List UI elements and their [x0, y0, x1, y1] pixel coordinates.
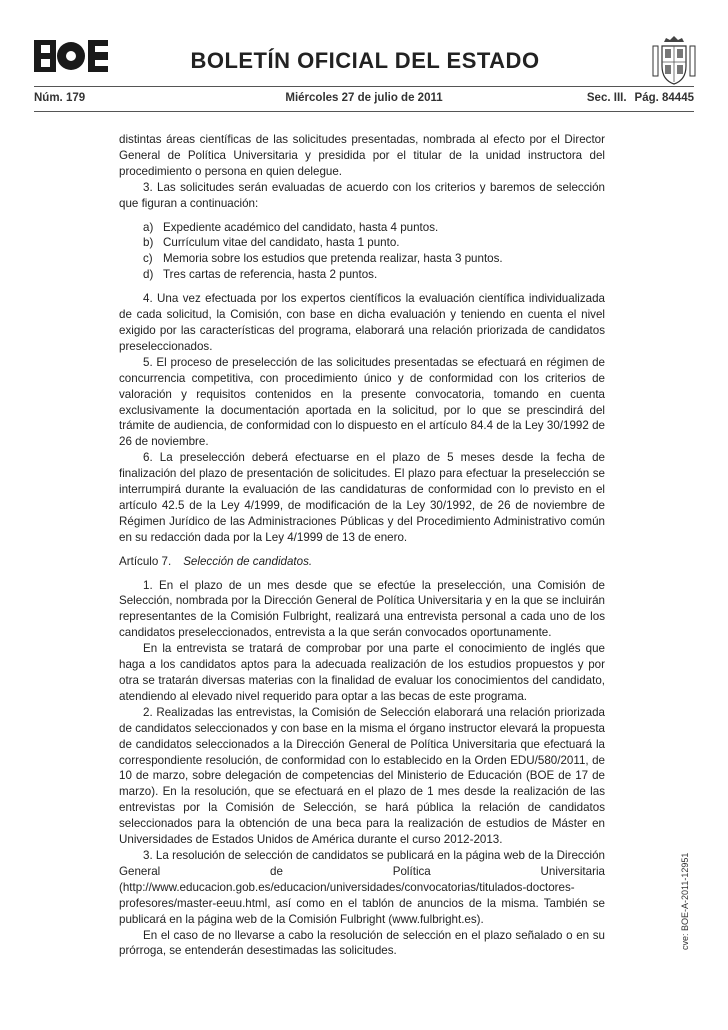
paragraph: 3. Las solicitudes serán evaluadas de acuerdo con los criterios y baremos de selección que figuran a continuación: — [119, 180, 605, 210]
header-info — [34, 92, 694, 108]
paragraph: 1. En el plazo de un mes desde que se efectúe la preselección, una Comisión de Selección, nombrada por la Dirección General de Política Universitaria y en la que se incluirán representantes de la Comisión Fulbright, realizará una entrevista personal a cada uno de los candidatos preseleccionados, entrevista a la que serán convocados oportunamente. — [119, 578, 605, 640]
paragraph: En el caso de no llevarse a cabo la resolución de selección en el plazo señalado o en su prórroga, se entenderán desestimadas las solicitudes. — [119, 928, 605, 958]
list-item — [143, 220, 605, 236]
paragraph: 5. El proceso de preselección de las solicitudes presentadas se efectuará en régimen de concurrencia competitiva, con procedimiento único y de conformidad con los criterios de valoración y requisitos contenidos en la presente convocatoria, tomando en cuenta exclusivamente la documentación aportada en la solicitud, por lo que se prescindirá del trámite de audiencia, de conformidad con lo dispuesto en el artículo 84.4 de la Ley 30/1992 de 26 de noviembre. — [119, 355, 605, 449]
page-info — [579, 92, 694, 104]
list-item — [143, 235, 605, 251]
coat-of-arms-icon — [651, 36, 697, 86]
boe-logo — [34, 40, 108, 72]
list-item-label: c) — [143, 252, 153, 266]
paragraph: 4. Una vez efectuada por los expertos científicos la evaluación científica individualizada de cada solicitud, la Comisión, con base en dicha evaluación y teniendo en cuenta el nivel exigido por las características del programa, elaborará una relación priorizada de candidatos preseleccionados. — [119, 292, 605, 353]
list-item-text: Expediente académico del candidato, hasta 4 puntos. — [163, 220, 439, 234]
paragraph: 6. La preselección deberá efectuarse en el plazo de 5 meses desde la fecha de finalización del plazo de presentación de solicitudes. El plazo para efectuar la preselección se interrumpirá durante la evaluación de las candidaturas de conformidad con lo previsto en el artículo 42.5 de la Ley 4/1999, de modificación de la Ley 30/1992, de 26 de noviembre de Régimen Jurídico de las Administraciones Públicas y del Procedimiento Administrativo común en su redacción dada por la Ley 4/1999 de 13 de enero. — [119, 451, 605, 544]
list-item-text: Currículum vitae del candidato, hasta 1 punto. — [163, 236, 400, 250]
page-title: BOLETÍN OFICIAL DEL ESTADO — [190, 48, 540, 73]
list-item — [143, 251, 605, 267]
article-heading — [119, 554, 605, 570]
paragraph: 3. La resolución de selección de candidatos se publicará en la página web de la Dirección General de Política Universitaria (http://www.educacion.gob.es/educacion/universidades/convocatorias/titulados-doctores-profesores/master-eeuu.html, así como en el tablón de anuncios de la misma. También se publicará en la página web de la Comisión Fulbright (www.fulbright.es). — [119, 848, 605, 926]
header-divider-top — [34, 86, 694, 87]
article-title: Selección de candidatos. — [183, 554, 313, 568]
list-item-label: b) — [143, 236, 154, 250]
page-number: Pág. 84445 — [634, 92, 694, 104]
list-item-text: Tres cartas de referencia, hasta 2 puntos. — [163, 268, 378, 282]
list-item — [143, 267, 605, 283]
paragraph: distintas áreas científicas de las solicitudes presentadas, nombrada al efecto por el Director General de Política Universitaria y presidida por el titular de la unidad instructora del procedimiento o persona en quien delegue. — [119, 133, 605, 178]
cve-identifier: cve: BOE-A-2011-12951 — [680, 852, 690, 950]
article-label: Artículo 7. — [119, 554, 172, 568]
document-body — [119, 132, 605, 959]
criteria-list — [143, 220, 605, 284]
issue-date: Miércoles 27 de julio de 2011 — [285, 92, 443, 104]
paragraph: 2. Realizadas las entrevistas, la Comisión de Selección elaborará una relación priorizada de candidatos seleccionados y con base en la misma el órgano instructor elevará la propuesta de candidatos seleccionados a la Dirección General de Política Universitaria que efectuará la correspondiente resolución, de conformidad con lo establecido en la Orden EDU/580/2011, de 10 de marzo, sobre delegación de competencias del Ministerio de Educación (BOE de 17 de marzo). En la resolución, que se efectuará en el plazo de 1 mes desde la realización de las entrevistas por la Comisión de Selección, se hará pública la relación de candidatos seleccionados para la obtención de una beca para la realización de estudios de Máster en Universidades de Estados Unidos de América durante el curso 2012-2013. — [119, 705, 605, 847]
list-item-label: d) — [143, 268, 154, 282]
section-label: Sec. III. — [586, 92, 627, 104]
paragraph: En la entrevista se tratará de comprobar por una parte el conocimiento de inglés que haga a los candidatos aptos para la adecuada realización de los estudios propuestos y por otra se tratarán diversas materias con la finalidad de evaluar los conocimientos del candidato, atendiendo al elevado nivel requerido para optar a las becas de este programa. — [119, 642, 605, 703]
header-divider-bottom — [34, 111, 694, 112]
list-item-label: a) — [143, 220, 154, 234]
list-item-text: Memoria sobre los estudios que pretenda realizar, hasta 3 puntos. — [163, 252, 503, 266]
issue-number: Núm. 179 — [34, 92, 86, 104]
